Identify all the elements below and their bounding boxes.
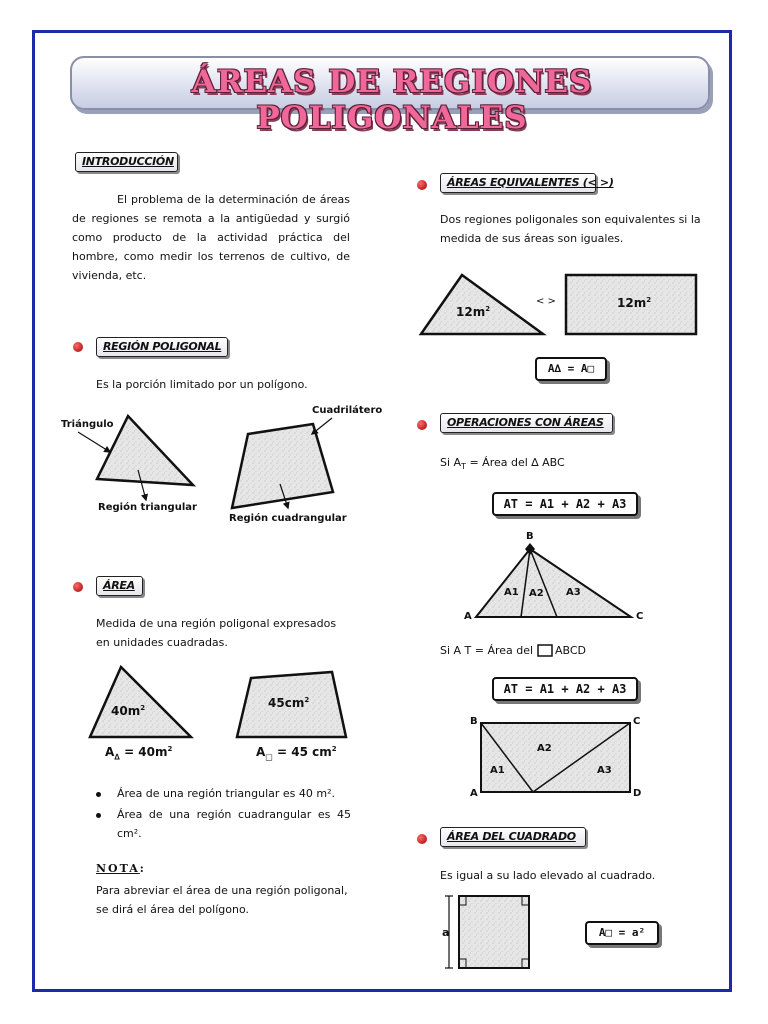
ops-line-2-suffix: ABCD — [555, 644, 587, 657]
square-shape — [459, 896, 529, 968]
quadrilateral-caption: Región cuadrangular — [229, 513, 347, 524]
ops-tri-label-a2: A2 — [529, 588, 544, 599]
area-triangle-shape — [90, 667, 191, 737]
triangle-caption: Región triangular — [98, 502, 197, 513]
ops-rect-label-a1: A1 — [490, 765, 505, 776]
bullet-icon — [73, 342, 83, 352]
area-quad-formula: $A_□ = 45$ $cm^2$ — [256, 745, 337, 762]
square-side-label: a — [442, 926, 450, 939]
ops-rect-label-d: D — [633, 788, 642, 799]
region-text: Es la porción limitado por un polígono. — [96, 378, 308, 391]
area-quad-value: $45cm^2$ — [268, 696, 310, 710]
ops-formula-1: AT = A1 + A2 + A3 — [492, 492, 638, 516]
ops-tri-label-a: A — [464, 611, 472, 622]
area-heading: ÁREA — [96, 576, 143, 596]
equiv-text: Dos regiones poligonales son equivalentes si la medida de sus áreas son iguales. — [440, 213, 701, 245]
ops-rect-label-a: A — [470, 788, 478, 799]
ops-line-2-prefix: Si A T = Área del — [440, 644, 534, 657]
quadrilateral-label: Cuadrilátero — [312, 405, 383, 416]
ops-tri-label-b: B — [526, 531, 534, 542]
area-list-item-2: Área de una región cuadrangular es 45 cm². — [117, 808, 351, 840]
square-formula: A□ = a² — [585, 921, 659, 945]
ops-tri-label-c: C — [636, 611, 644, 622]
list-bullet — [96, 792, 101, 797]
ops-rect-label-a3: A3 — [597, 765, 612, 776]
equiv-rectangle-value: $12m^2$ — [617, 296, 652, 310]
intro-text: El problema de la determinación de áreas de regiones se remota a la antigüedad y surgió como producto de la actividad práctica del hombre, como medir los terrenos de cultivo, de vivienda, etc. — [72, 193, 350, 282]
equiv-triangle-value: $12m^2$ — [456, 305, 491, 319]
area-triangle-value: $40m^2$ — [111, 704, 146, 718]
list-bullet — [96, 813, 101, 818]
region-heading: REGIÓN POLIGONAL — [96, 337, 228, 357]
bullet-icon — [417, 420, 427, 430]
nota-text: Para abreviar el área de una región poligonal, se dirá el área del polígono. — [96, 884, 348, 916]
bullet-icon — [417, 834, 427, 844]
bullet-icon — [417, 180, 427, 190]
ops-tri-label-a1: A1 — [504, 587, 519, 598]
equiv-formula: A∆ = A□ — [535, 357, 607, 381]
triangle-label: Triángulo — [61, 419, 114, 430]
square-text: Es igual a su lado elevado al cuadrado. — [440, 869, 656, 882]
ops-rect-label-b: B — [470, 716, 478, 727]
square-heading: ÁREA DEL CUADRADO — [440, 827, 586, 847]
area-triangle-formula: $A_\Delta = 40m^2$ — [105, 745, 173, 762]
nota-heading: NOTA: — [96, 862, 146, 875]
ops-heading: OPERACIONES CON ÁREAS — [440, 413, 613, 433]
bullet-icon — [73, 582, 83, 592]
ops-rect-label-c: C — [633, 716, 641, 727]
equiv-heading: ÁREAS EQUIVALENTES (< >) — [440, 173, 596, 193]
ops-formula-2: AT = A1 + A2 + A3 — [492, 677, 638, 701]
ops-tri-label-a3: A3 — [566, 587, 581, 598]
square-symbol-icon — [538, 645, 552, 656]
equiv-symbol: < > — [536, 296, 556, 307]
quadrilateral-region-shape — [232, 424, 333, 508]
area-list-item-1: Área de una región triangular es 40 m². — [117, 787, 336, 800]
ops-rectangle-shape — [481, 723, 630, 792]
page-title: ÁREAS DE REGIONES POLIGONALES — [191, 64, 593, 136]
area-text: Medida de una región poligonal expresados en unidades cuadradas. — [96, 617, 337, 649]
ops-rect-label-a2: A2 — [537, 743, 552, 754]
ops-line-1: Si $A_T$ = Área del ∆ ABC — [440, 456, 565, 472]
intro-heading: INTRODUCCIÓN — [75, 152, 178, 172]
